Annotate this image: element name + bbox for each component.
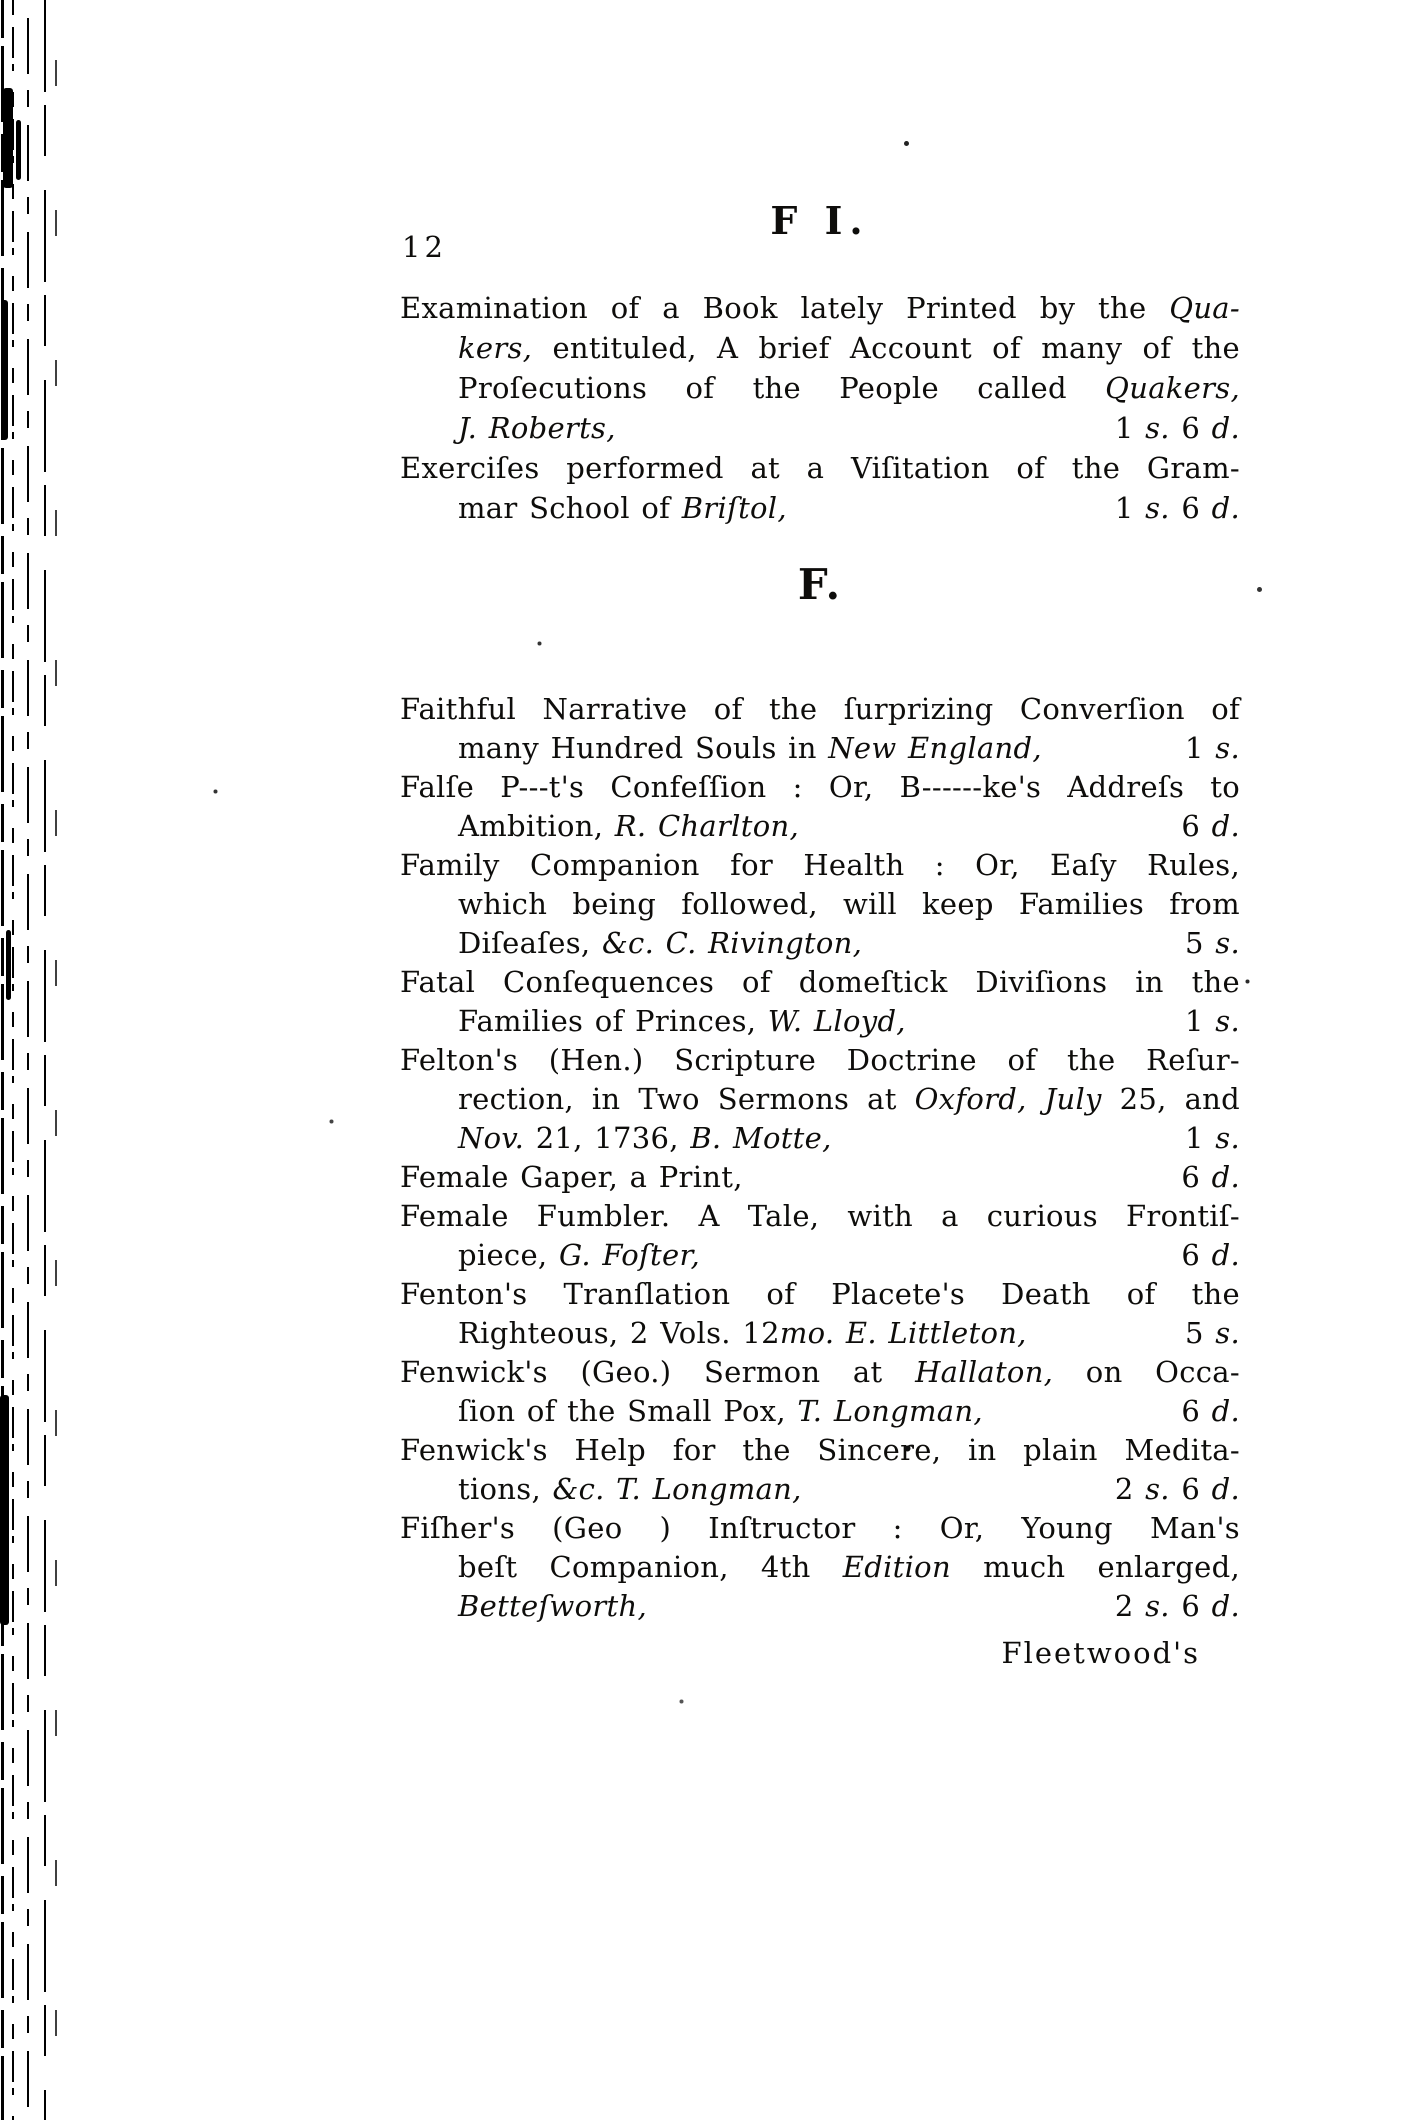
entry-line xyxy=(400,1353,1240,1392)
entry-text: tions, &c. T. Longman, xyxy=(458,1472,802,1506)
entry-line xyxy=(400,1470,1240,1509)
section-heading: F. xyxy=(797,560,843,609)
entry-text: Proſecutions of the People called Quakers, xyxy=(458,371,1240,405)
entry-text: Fenton's Tranſlation of Placete's Death of the xyxy=(400,1277,1240,1311)
entry-text: rection, in Two Sermons at Oxford, July 25, and xyxy=(458,1082,1240,1116)
entry-line xyxy=(400,1119,1240,1158)
entry-text: which being followed, will keep Families from xyxy=(458,887,1240,921)
entry-line xyxy=(400,690,1240,729)
entry-text: Fiſher's (Geo ) Inſtructor : Or, Young Man's xyxy=(400,1511,1240,1545)
entry-line xyxy=(400,1587,1240,1626)
entry-text: Exerciſes performed at a Viſitation of the Gram- xyxy=(400,451,1240,485)
entry-line xyxy=(400,768,1240,807)
entry-line xyxy=(400,1509,1240,1548)
ink-blob xyxy=(3,88,13,188)
entry-line xyxy=(400,448,1240,488)
entry-line xyxy=(400,1041,1240,1080)
entry-line xyxy=(400,488,1240,528)
entry-text: Falſe P---t's Confeſſion : Or, B------ke's Addreſs to xyxy=(400,770,1240,804)
ink-blob xyxy=(16,120,21,180)
noise-specks xyxy=(0,0,3,3)
entry-text: mar School of Briſtol, xyxy=(458,491,787,525)
entry-text: Fenwick's (Geo.) Sermon at Hallaton, on Occa- xyxy=(400,1355,1240,1389)
entry-line xyxy=(400,1236,1240,1275)
entry-price: 6 d. xyxy=(1181,1160,1240,1194)
entry-text: piece, G. Foſter, xyxy=(458,1238,700,1272)
entry-text: Female Fumbler. A Tale, with a curious Frontiſ- xyxy=(400,1199,1240,1233)
entry-price: 6 d. xyxy=(1181,1238,1240,1272)
entry-line xyxy=(400,328,1240,368)
entry-line xyxy=(400,729,1240,768)
entry-text: beſt Companion, 4th Edition much enlarged, xyxy=(458,1550,1241,1584)
entry-line xyxy=(400,924,1240,963)
entry-text: Ambition, R. Charlton, xyxy=(458,809,799,843)
entry-price: 5 s. xyxy=(1185,1316,1240,1350)
page-number: 12 xyxy=(402,230,447,264)
entry-text: Families of Princes, W. Lloyd, xyxy=(458,1004,906,1038)
entry-text: kers, entituled, A brief Account of many of the xyxy=(458,331,1240,365)
entry-text: ſion of the Small Pox, T. Longman, xyxy=(458,1394,983,1428)
gutter-line xyxy=(44,0,46,2120)
entry-line xyxy=(400,368,1240,408)
entry-text: Fenwick's Help for the Sincere, in plain Medita- xyxy=(400,1433,1240,1467)
entry-text: Diſeaſes, &c. C. Rivington, xyxy=(458,926,863,960)
entry-price: 1 s. 6 d. xyxy=(1114,491,1240,525)
entry-line xyxy=(400,1314,1240,1353)
entry-price: 6 d. xyxy=(1181,809,1240,843)
entry-line xyxy=(400,963,1240,1002)
entry-line xyxy=(400,1275,1240,1314)
entry-price: 2 s. 6 d. xyxy=(1114,1472,1240,1506)
entry-text: Nov. 21, 1736, B. Motte, xyxy=(458,1121,832,1155)
entry-price: 1 s. xyxy=(1185,731,1240,765)
entry-line xyxy=(400,408,1240,448)
entry-line xyxy=(400,1548,1240,1587)
entry-text: Righteous, 2 Vols. 12mo. E. Littleton, xyxy=(458,1316,1027,1350)
entry-price: 5 s. xyxy=(1185,926,1240,960)
entry-text: Fatal Conſequences of domeſtick Diviſions in the xyxy=(400,965,1240,999)
entry-line xyxy=(400,807,1240,846)
ink-blob xyxy=(6,930,11,1000)
entry-line xyxy=(400,1392,1240,1431)
entry-text: Family Companion for Health : Or, Eaſy Rules, xyxy=(400,848,1240,882)
entry-line xyxy=(400,288,1240,328)
entry-line xyxy=(400,846,1240,885)
entry-text: Faithful Narrative of the ſurprizing Converſion of xyxy=(400,692,1240,726)
entry-text: Examination of a Book lately Printed by the Qua- xyxy=(400,291,1240,325)
ink-blob xyxy=(1,300,8,440)
ink-blob xyxy=(0,1395,9,1625)
gutter-line xyxy=(55,0,57,2120)
entry-price: 2 s. 6 d. xyxy=(1114,1589,1240,1623)
section-f-entries xyxy=(400,690,1240,1626)
entry-line xyxy=(400,1158,1240,1197)
entry-price: 1 s. xyxy=(1185,1004,1240,1038)
entry-line xyxy=(400,1431,1240,1470)
entry-price: 1 s. xyxy=(1185,1121,1240,1155)
entry-text: J. Roberts, xyxy=(458,411,616,445)
entry-text: Felton's (Hen.) Scripture Doctrine of the Reſur- xyxy=(400,1043,1240,1077)
entry-line xyxy=(400,1080,1240,1119)
entry-text: Betteſworth, xyxy=(458,1589,647,1623)
gutter-line xyxy=(27,0,29,2120)
entry-line xyxy=(400,1002,1240,1041)
gutter-line xyxy=(12,0,14,2120)
catchword: Fleetwood's xyxy=(1001,1636,1200,1670)
entry-text: many Hundred Souls in New England, xyxy=(458,731,1042,765)
section-e-entries xyxy=(400,288,1240,528)
running-header: F I. xyxy=(770,198,870,243)
entry-price: 1 s. 6 d. xyxy=(1114,411,1240,445)
entry-text: Female Gaper, a Print, xyxy=(400,1160,743,1194)
entry-line xyxy=(400,1197,1240,1236)
entry-price: 6 d. xyxy=(1181,1394,1240,1428)
entry-line xyxy=(400,885,1240,924)
